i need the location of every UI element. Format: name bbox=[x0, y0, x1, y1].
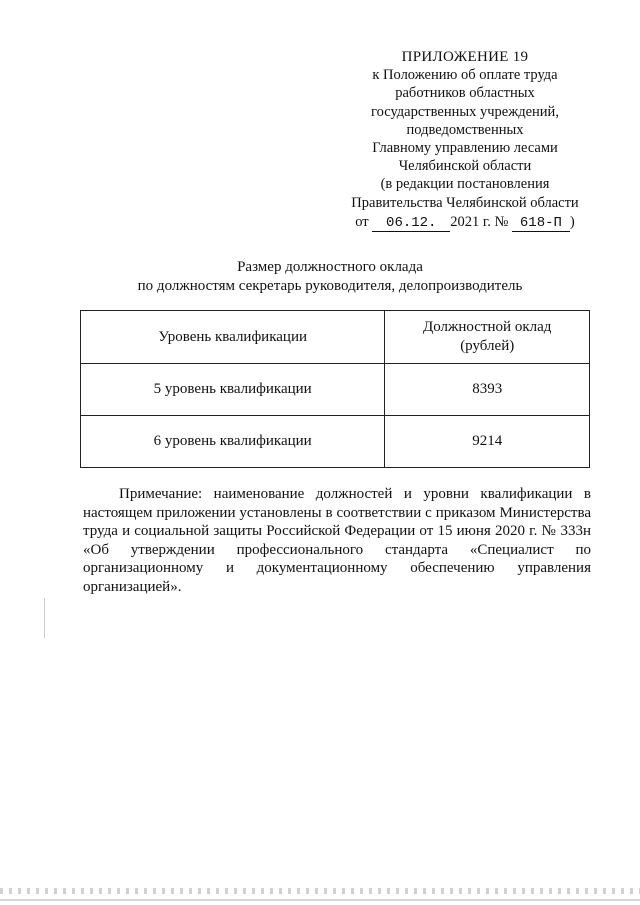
scan-edge-artifact bbox=[0, 888, 640, 894]
table-row bbox=[81, 416, 590, 468]
decree-year-text: 2021 г. № bbox=[450, 213, 509, 230]
appendix-header bbox=[335, 48, 595, 232]
header-qualification-level: Уровень квалификации bbox=[81, 311, 385, 364]
appendix-line: (в редакции постановления bbox=[380, 176, 550, 193]
appendix-title: ПРИЛОЖЕНИЕ 19 bbox=[401, 49, 529, 65]
date-prefix: от bbox=[355, 213, 369, 230]
appendix-line: работников областных bbox=[395, 85, 535, 102]
decree-date-value: 06.12. bbox=[372, 216, 450, 232]
header-salary-line-2: (рублей) bbox=[460, 338, 515, 354]
heading-line-2: по должностям секретарь руководителя, делопроизводитель bbox=[137, 278, 523, 294]
table-header-row bbox=[81, 311, 590, 364]
appendix-line: Главному управлению лесами bbox=[372, 140, 558, 157]
cell-level: 6 уровень квалификации bbox=[81, 416, 385, 468]
note-paragraph: Примечание: наименование должностей и уровни квалификации в настоящем приложении установлены в соответствии с приказом Министерства труда и социальной защиты Российской Федерации от 15 июня 2020 г. № 333н «Об утверждении профессионального стандарта «Специалист по организационному и документационному обеспечению управления организацией». bbox=[83, 486, 591, 595]
decree-date-line bbox=[335, 213, 595, 232]
cell-salary: 8393 bbox=[385, 364, 590, 416]
header-salary bbox=[385, 311, 590, 364]
scan-edge-line bbox=[0, 899, 640, 901]
appendix-line: государственных учреждений, bbox=[371, 103, 559, 120]
table-row bbox=[81, 364, 590, 416]
header-salary-line-1: Должностной оклад bbox=[423, 319, 552, 335]
heading-line-1: Размер должностного оклада bbox=[237, 259, 423, 275]
close-paren: ) bbox=[569, 213, 575, 230]
appendix-line: Правительства Челябинской области bbox=[351, 194, 579, 211]
decree-number-value: 618-П bbox=[512, 216, 570, 232]
scan-artifact bbox=[44, 598, 45, 638]
appendix-line: подведомственных bbox=[406, 121, 524, 138]
appendix-line: к Положению об оплате труда bbox=[372, 67, 558, 84]
cell-salary: 9214 bbox=[385, 416, 590, 468]
document-heading bbox=[60, 258, 600, 296]
salary-table bbox=[80, 310, 590, 468]
cell-level: 5 уровень квалификации bbox=[81, 364, 385, 416]
appendix-line: Челябинской области bbox=[398, 158, 532, 175]
